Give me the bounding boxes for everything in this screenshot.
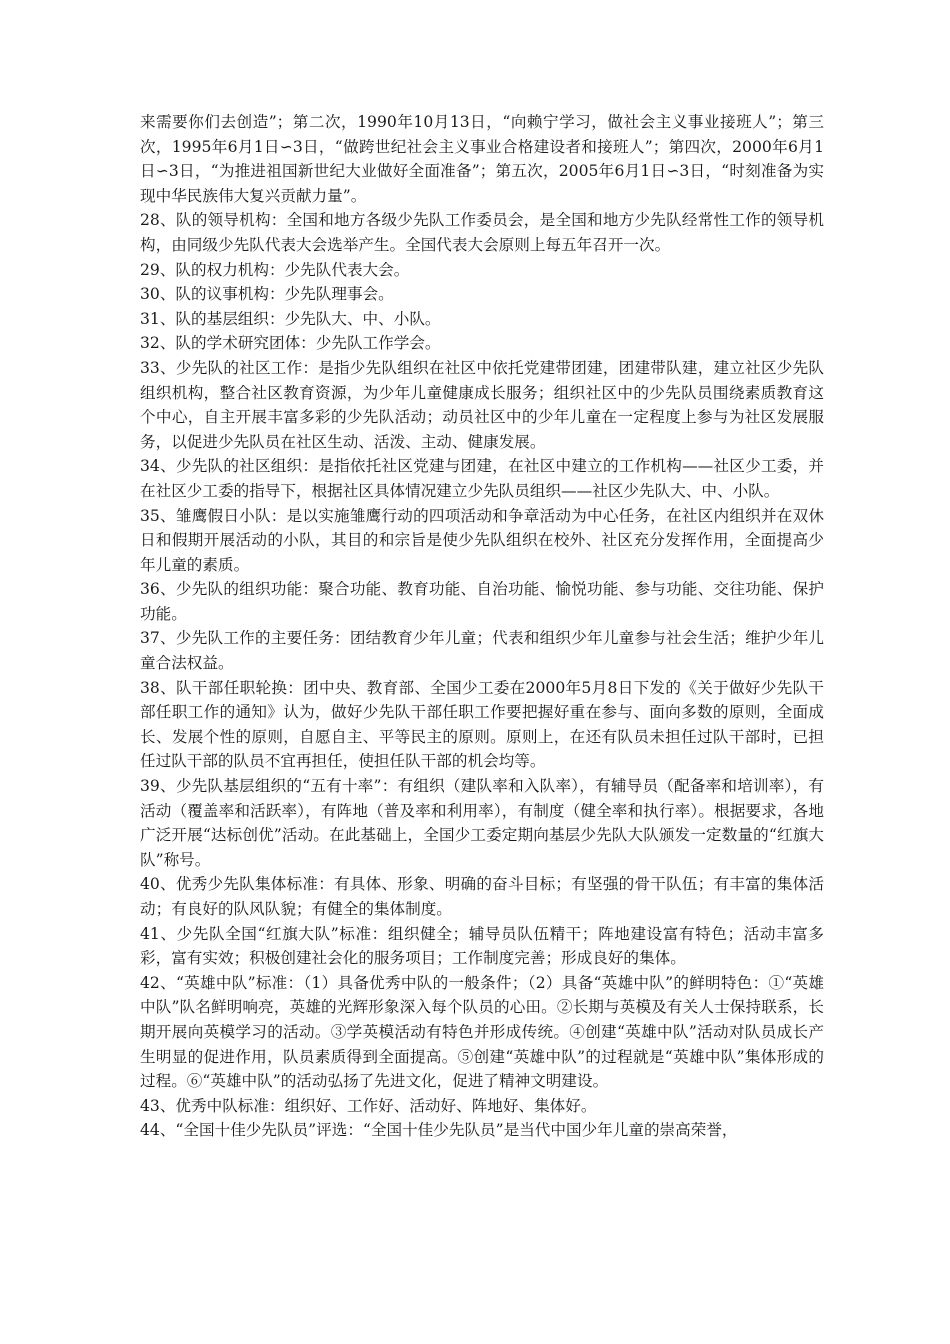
document-body	[140, 110, 824, 1143]
paragraph-29: 29、队的权力机构：少先队代表大会。	[140, 260, 410, 279]
paragraph-30: 30、队的议事机构：少先队理事会。	[140, 285, 394, 304]
paragraph-42: 42、“英雄中队”标准：（1）具备优秀中队的一般条件；（2）具备“英雄中队”的鲜明特色：①“英雄中队”队名鲜明响亮，英雄的光辉形象深入每个队员的心田。②长期与英模及有关人士保持联系，长期开展向英模学习的活动。③学英模活动有特色并形成传统。④创建“英雄中队”活动对队员成长产生明显的促进作用，队员素质得到全面提高。⑤创建“英雄中队”的过程就是“英雄中队”集体形成的过程。⑥“英雄中队”的活动弘扬了先进文化，促进了精神文明建设。	[140, 973, 824, 1091]
paragraph-41: 41、少先队全国“红旗大队”标准：组织健全；辅导员队伍精干；阵地建设富有特色；活动丰富多彩，富有实效；积极创建社会化的服务项目；工作制度完善；形成良好的集体。	[140, 924, 824, 968]
paragraph-31: 31、队的基层组织：少先队大、中、小队。	[140, 309, 441, 328]
paragraph-39: 39、少先队基层组织的“五有十率”：有组织（建队率和入队率），有辅导员（配备率和培训率），有活动（覆盖率和活跃率），有阵地（普及率和利用率），有制度（健全率和执行率）。根据要求，各地广泛开展“达标创优”活动。在此基础上，全国少工委定期向基层少先队大队颁发一定数量的“红旗大队”称号。	[140, 777, 824, 869]
paragraph-43: 43、优秀中队标准：组织好、工作好、活动好、阵地好、集体好。	[140, 1096, 597, 1115]
paragraph-35: 35、雏鹰假日小队：是以实施雏鹰行动的四项活动和争章活动为中心任务，在社区内组织并在双休日和假期开展活动的小队，其目的和宗旨是使少先队组织在校外、社区充分发挥作用，全面提高少年儿童的素质。	[140, 506, 824, 574]
paragraph-44: 44、“全国十佳少先队员”评选：“全国十佳少先队员”是当代中国少年儿童的崇高荣誉，	[140, 1121, 738, 1140]
paragraph-33: 33、少先队的社区工作：是指少先队组织在社区中依托党建带团建，团建带队建，建立社区少先队组织机构，整合社区教育资源，为少年儿童健康成长服务；组织社区中的少先队员围绕素质教育这个中心，自主开展丰富多彩的少先队活动；动员社区中的少年儿童在一定程度上参与为社区发展服务，以促进少先队员在社区生动、活泼、主动、健康发展。	[140, 358, 824, 451]
paragraph-continuation: 来需要你们去创造”；第二次，1990年10月13日，“向赖宁学习，做社会主义事业接班人”；第三次，1995年6月1日∽3日，“做跨世纪社会主义事业合格建设者和接班人”；第四次，2000年6月1日∽3日，“为推进祖国新世纪大业做好全面准备”；第五次，2005年6月1日∽3日，“时刻准备为实现中华民族伟大复兴贡献力量”。	[140, 113, 824, 205]
paragraph-28: 28、队的领导机构：全国和地方各级少先队工作委员会，是全国和地方少先队经常性工作的领导机构，由同级少先队代表大会选举产生。全国代表大会原则上每五年召开一次。	[140, 211, 824, 254]
paragraph-36: 36、少先队的组织功能：聚合功能、教育功能、自治功能、愉悦功能、参与功能、交往功能、保护功能。	[140, 580, 824, 623]
paragraph-34: 34、少先队的社区组织：是指依托社区党建与团建，在社区中建立的工作机构——社区少工委，并在社区少工委的指导下，根据社区具体情况建立少先队员组织——社区少先队大、中、小队。	[140, 457, 824, 500]
paragraph-38: 38、队干部任职轮换：团中央、教育部、全国少工委在2000年5月8日下发的《关于做好少先队干部任职工作的通知》认为，做好少先队干部任职工作要把握好重在参与、面向多数的原则，全面成长、发展个性的原则，自愿自主、平等民主的原则。原则上，在还有队员未担任过队干部时，已担任过队干部的队员不宜再担任，使担任队干部的机会均等。	[140, 678, 824, 771]
paragraph-32: 32、队的学术研究团体：少先队工作学会。	[140, 334, 441, 353]
paragraph-37: 37、少先队工作的主要任务：团结教育少年儿童；代表和组织少年儿童参与社会生活；维护少年儿童合法权益。	[140, 629, 824, 673]
paragraph-40: 40、优秀少先队集体标准：有具体、形象、明确的奋斗目标；有坚强的骨干队伍；有丰富的集体活动；有良好的队风队貌；有健全的集体制度。	[140, 875, 824, 918]
